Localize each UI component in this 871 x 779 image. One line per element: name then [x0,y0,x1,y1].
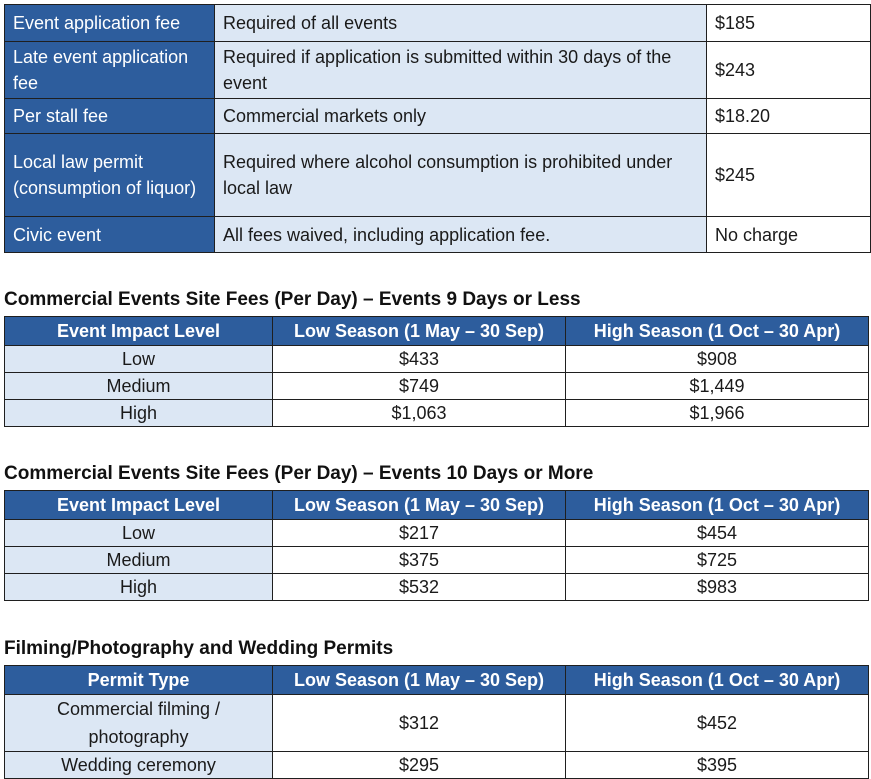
impact-level: Medium [5,373,273,400]
site-fees-long-table [4,490,869,601]
low-season-fee: $433 [273,346,566,373]
impact-level: Low [5,346,273,373]
fee-description: All fees waived, including application fee. [215,217,707,253]
table-row [5,547,869,574]
table-row [5,134,871,217]
fee-description: Required if application is submitted within 30 days of the event [215,42,707,99]
table-row [5,520,869,547]
table-row [5,574,869,601]
fee-description: Required of all events [215,5,707,42]
section-heading: Commercial Events Site Fees (Per Day) – Events 10 Days or More [4,463,594,484]
site-fees-short-table [4,316,869,427]
fee-label: Civic event [5,217,215,253]
low-season-fee: $217 [273,520,566,547]
column-header: Permit Type [5,666,273,695]
column-header: Low Season (1 May – 30 Sep) [273,666,566,695]
high-season-fee: $908 [566,346,869,373]
high-season-fee: $725 [566,547,869,574]
table-row [5,346,869,373]
table-header-row [5,317,869,346]
low-season-fee: $532 [273,574,566,601]
high-season-fee: $395 [566,752,869,779]
low-season-fee: $295 [273,752,566,779]
high-season-fee: $452 [566,695,869,752]
table-row [5,400,869,427]
impact-level: High [5,574,273,601]
low-season-fee: $375 [273,547,566,574]
high-season-fee: $454 [566,520,869,547]
column-header: Low Season (1 May – 30 Sep) [273,491,566,520]
low-season-fee: $749 [273,373,566,400]
table-row [5,217,871,253]
fee-amount: $18.20 [707,99,871,134]
fee-label: Event application fee [5,5,215,42]
fee-amount: $245 [707,134,871,217]
fee-amount: $185 [707,5,871,42]
column-header: Event Impact Level [5,491,273,520]
fee-label: Per stall fee [5,99,215,134]
permits-table [4,665,869,779]
section-heading: Commercial Events Site Fees (Per Day) – Events 9 Days or Less [4,289,581,310]
impact-level: High [5,400,273,427]
permit-type: Wedding ceremony [5,752,273,779]
table-row [5,42,871,99]
impact-level: Medium [5,547,273,574]
high-season-fee: $1,966 [566,400,869,427]
fee-amount: $243 [707,42,871,99]
table-row [5,695,869,752]
fee-amount: No charge [707,217,871,253]
low-season-fee: $1,063 [273,400,566,427]
event-fees-table [4,4,871,253]
column-header: Low Season (1 May – 30 Sep) [273,317,566,346]
column-header: Event Impact Level [5,317,273,346]
column-header: High Season (1 Oct – 30 Apr) [566,666,869,695]
fee-description: Required where alcohol consumption is prohibited under local law [215,134,707,217]
permit-type: Commercial filming / photography [5,695,273,752]
fee-label: Late event application fee [5,42,215,99]
column-header: High Season (1 Oct – 30 Apr) [566,317,869,346]
high-season-fee: $983 [566,574,869,601]
column-header: High Season (1 Oct – 30 Apr) [566,491,869,520]
table-header-row [5,666,869,695]
impact-level: Low [5,520,273,547]
table-row [5,373,869,400]
high-season-fee: $1,449 [566,373,869,400]
table-row [5,752,869,779]
low-season-fee: $312 [273,695,566,752]
table-row [5,99,871,134]
table-header-row [5,491,869,520]
table-row [5,5,871,42]
fee-description: Commercial markets only [215,99,707,134]
fee-label: Local law permit (consumption of liquor) [5,134,215,217]
section-heading: Filming/Photography and Wedding Permits [4,638,394,659]
